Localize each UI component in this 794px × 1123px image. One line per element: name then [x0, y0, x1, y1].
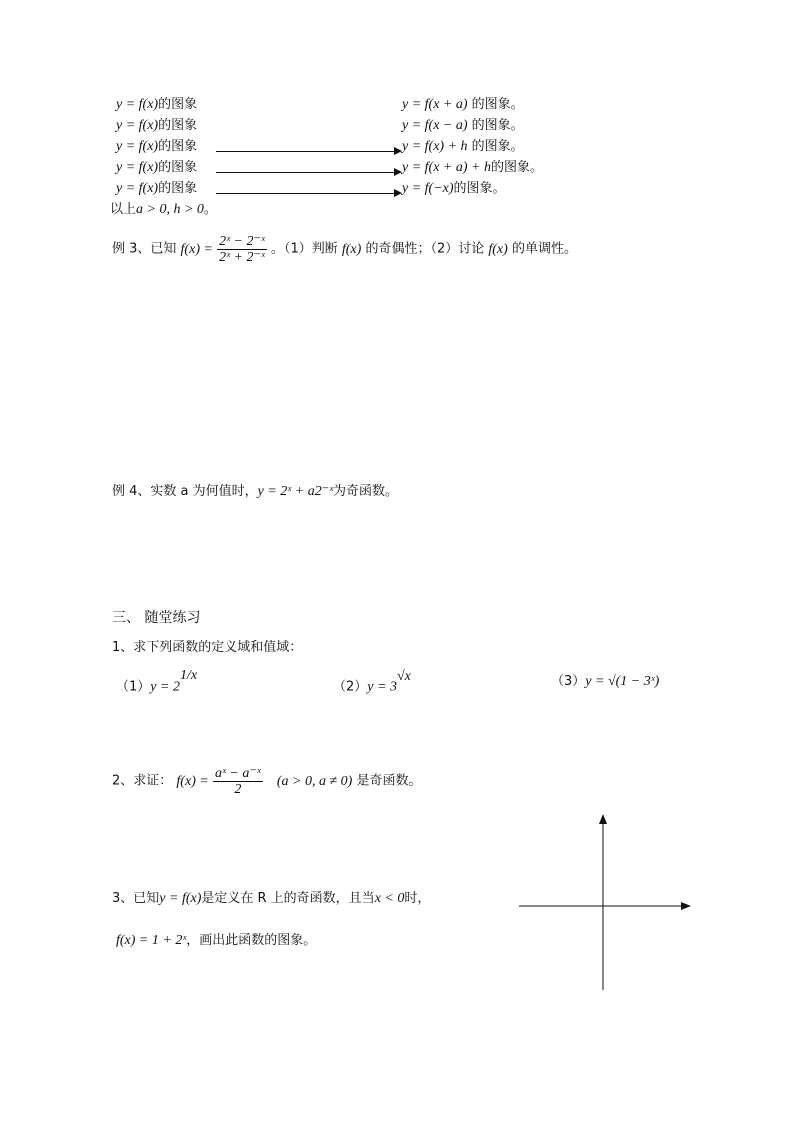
question-3-line-2: f(x) = 1 + 2ˣ，画出此函数的图象。	[116, 933, 317, 948]
fraction: $\frac{\text{aˣ − a⁻ˣ}}{2}$	[214, 766, 261, 798]
arrow-line	[216, 193, 396, 194]
example-4: 例 4、实数 a 为何值时，y = 2ˣ + a2⁻ˣ为奇函数。	[112, 484, 399, 499]
fraction: $\frac{\text{2ˣ − 2⁻ˣ}}{\text{2ˣ + 2⁻ˣ}}$	[219, 234, 265, 266]
question-2: 2、求证： f(x) = $\frac{\text{aˣ − a⁻ˣ}}{2}$ (a > 0, a ≠ 0) 是奇函数。	[112, 766, 422, 798]
transform-result: y = f(−x)的图象。	[402, 181, 506, 196]
transform-result: y = f(x) + h 的图象。	[402, 139, 524, 154]
question-3-line-1: 3、已知y = f(x)是定义在 R 上的奇函数，且当x < 0时，	[112, 891, 431, 906]
section-title: 三、 随堂练习	[112, 610, 201, 626]
arrow-head-icon	[394, 168, 402, 176]
x-axis-arrow-icon	[681, 902, 691, 910]
condition-line: 以上a > 0, h > 0。	[110, 202, 217, 217]
transform-row: y = f(x)的图象	[116, 118, 198, 133]
transform-result: y = f(x + a) + h的图象。	[402, 160, 543, 175]
transform-row: y = f(x)的图象	[116, 97, 198, 112]
transform-row: y = f(x)的图象	[116, 160, 198, 175]
transform-row: y = f(x)的图象	[116, 139, 198, 154]
question-1: 1、求下列函数的定义域和值域：	[112, 640, 303, 655]
arrow-line	[216, 151, 396, 152]
arrow-head-icon	[394, 189, 402, 197]
coordinate-axes	[515, 810, 695, 995]
arrow-line	[216, 172, 396, 173]
transform-result: y = f(x + a) 的图象。	[402, 97, 524, 112]
y-axis-arrow-icon	[599, 814, 607, 824]
transform-row: y = f(x)的图象	[116, 181, 198, 196]
arrow-head-icon	[394, 147, 402, 155]
q1-part-2: $(2)y = 3^{√x}$	[333, 669, 411, 695]
q1-part-1: $(1)y = 2^{1/x}$	[116, 668, 198, 695]
transform-result: y = f(x − a) 的图象。	[402, 118, 524, 133]
q1-part-3: （3）y = √(1 − 3ˣ)	[551, 674, 660, 689]
example-3: 例 3、已知 f(x) = $\frac{\text{2ˣ − 2⁻ˣ}}{\text{2ˣ + 2⁻ˣ}}$ 。（1）判断 f(x) 的奇偶性；（2）讨论 f(x) 的单调性。	[112, 234, 577, 266]
